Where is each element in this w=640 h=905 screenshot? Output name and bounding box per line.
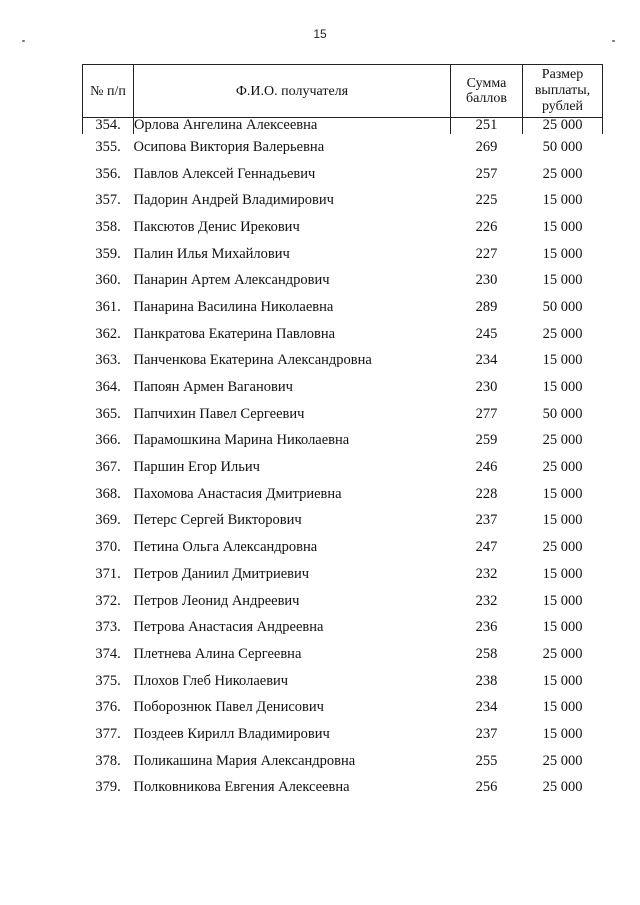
- row-number: 358.: [95, 218, 121, 235]
- row-number: 374.: [95, 645, 121, 662]
- payment-amount: 15 000: [542, 512, 583, 529]
- payment-amount: 15 000: [542, 592, 583, 609]
- row-number: 369.: [95, 512, 121, 529]
- payment-amount: 25 000: [542, 432, 583, 449]
- table-row: [83, 588, 603, 615]
- payment-amount: 15 000: [542, 672, 583, 689]
- table-body: [83, 118, 603, 802]
- score-total: 257: [475, 165, 498, 182]
- score-total: 251: [451, 118, 523, 135]
- table-row: [83, 294, 603, 321]
- table-row: [83, 161, 603, 188]
- row-number: 357.: [95, 192, 121, 209]
- table-row: [83, 428, 603, 455]
- recipient-name: Папоян Армен Ваганович: [133, 379, 293, 396]
- payment-amount: 15 000: [542, 699, 583, 716]
- payment-amount: 25 000: [542, 459, 583, 476]
- row-number: 360.: [95, 272, 121, 289]
- payment-amount: 25 000: [542, 325, 583, 342]
- recipient-name: Паксютов Денис Ирекович: [133, 218, 300, 235]
- table-row: [83, 241, 603, 268]
- row-number: 373.: [95, 619, 121, 636]
- score-total: 269: [475, 138, 498, 155]
- scan-speck: [22, 40, 25, 42]
- recipient-name: Парамошкина Марина Николаевна: [133, 432, 350, 449]
- table-row: [83, 641, 603, 668]
- recipient-name: Плетнева Алина Сергеевна: [133, 645, 302, 662]
- score-total: 234: [475, 699, 498, 716]
- table-row: [83, 481, 603, 508]
- row-number: 363.: [95, 352, 121, 369]
- row-number: 354.: [83, 118, 134, 135]
- table-row: [83, 374, 603, 401]
- recipient-name: Пахомова Анастасия Дмитриевна: [133, 485, 342, 502]
- row-number: 366.: [95, 432, 121, 449]
- score-total: 256: [475, 779, 498, 796]
- payment-amount: 15 000: [542, 272, 583, 289]
- score-total: 247: [475, 539, 498, 556]
- table-row: [83, 748, 603, 775]
- row-number: 356.: [95, 165, 121, 182]
- score-total: 238: [475, 672, 498, 689]
- payment-amount: 25 000: [542, 165, 583, 182]
- table-row: [83, 508, 603, 535]
- recipient-name: Поздеев Кирилл Владимирович: [133, 725, 330, 742]
- score-total: 228: [475, 485, 498, 502]
- table-header: [83, 65, 603, 118]
- row-number: 375.: [95, 672, 121, 689]
- score-total: 237: [475, 725, 498, 742]
- payment-amount: 15 000: [542, 485, 583, 502]
- row-number: 359.: [95, 245, 121, 262]
- recipient-name: Полковникова Евгения Алексеевна: [133, 779, 350, 796]
- score-total: 289: [475, 298, 498, 315]
- row-number: 379.: [95, 779, 121, 796]
- row-number: 367.: [95, 459, 121, 476]
- score-total: 230: [475, 272, 498, 289]
- recipient-name: Палин Илья Михайлович: [133, 245, 290, 262]
- table-row: [83, 721, 603, 748]
- payment-amount: 50 000: [542, 138, 583, 155]
- payment-amount: 50 000: [542, 298, 583, 315]
- header-number: № п/п: [83, 65, 134, 118]
- header-full-name: Ф.И.О. получателя: [134, 65, 451, 118]
- recipient-name: Петерс Сергей Викторович: [133, 512, 302, 529]
- payment-amount: 15 000: [542, 192, 583, 209]
- score-total: 236: [475, 619, 498, 636]
- recipient-name: Петров Даниил Дмитриевич: [133, 565, 310, 582]
- row-number: 364.: [95, 379, 121, 396]
- payment-amount: 15 000: [542, 218, 583, 235]
- score-total: 259: [475, 432, 498, 449]
- score-total: 246: [475, 459, 498, 476]
- recipient-name: Орлова Ангелина Алексеевна: [134, 118, 451, 135]
- payment-amount: 25 000: [542, 539, 583, 556]
- recipient-name: Поликашина Мария Александровна: [133, 752, 356, 769]
- recipient-name: Плохов Глеб Николаевич: [133, 672, 289, 689]
- table-row: [83, 775, 603, 802]
- payment-amount: 25 000: [523, 118, 603, 135]
- score-total: 227: [475, 245, 498, 262]
- recipient-name: Петрова Анастасия Андреевна: [133, 619, 324, 636]
- row-number: 368.: [95, 485, 121, 502]
- recipient-name: Панченкова Екатерина Александровна: [133, 352, 372, 369]
- payment-amount: 15 000: [542, 379, 583, 396]
- header-payment: Размер выплаты, рублей: [523, 65, 603, 118]
- table-row: [83, 614, 603, 641]
- scan-speck: [612, 40, 615, 42]
- score-total: 226: [475, 218, 498, 235]
- recipient-name: Поборознюк Павел Денисович: [133, 699, 324, 716]
- row-number: 372.: [95, 592, 121, 609]
- payment-amount: 15 000: [542, 725, 583, 742]
- table-row: [83, 454, 603, 481]
- recipient-name: Панкратова Екатерина Павловна: [133, 325, 336, 342]
- score-total: 245: [475, 325, 498, 342]
- table-row: [83, 187, 603, 214]
- header-score: Сумма баллов: [451, 65, 523, 118]
- payment-amount: 25 000: [542, 779, 583, 796]
- recipient-name: Падорин Андрей Владимирович: [133, 192, 334, 209]
- row-number: 371.: [95, 565, 121, 582]
- page-number: 15: [313, 27, 327, 41]
- payment-amount: 15 000: [542, 619, 583, 636]
- recipient-name: Панарин Артем Александрович: [133, 272, 330, 289]
- header-row: [83, 65, 603, 118]
- payment-amount: 25 000: [542, 752, 583, 769]
- score-total: 258: [475, 645, 498, 662]
- row-number: 361.: [95, 298, 121, 315]
- recipient-name: Паршин Егор Ильич: [133, 459, 260, 476]
- row-number: 376.: [95, 699, 121, 716]
- table-row: [83, 534, 603, 561]
- recipient-name: Панарина Василина Николаевна: [133, 298, 334, 315]
- table-row: [83, 267, 603, 294]
- score-total: 277: [475, 405, 498, 422]
- recipient-name: Папчихин Павел Сергеевич: [133, 405, 305, 422]
- row-number: 355.: [95, 138, 121, 155]
- row-number: 378.: [95, 752, 121, 769]
- recipients-table: [82, 64, 603, 801]
- score-total: 232: [475, 592, 498, 609]
- table-row: [83, 118, 603, 135]
- payment-amount: 25 000: [542, 645, 583, 662]
- payment-amount: 15 000: [542, 352, 583, 369]
- score-total: 255: [475, 752, 498, 769]
- score-total: 225: [475, 192, 498, 209]
- table-row: [83, 321, 603, 348]
- row-number: 365.: [95, 405, 121, 422]
- row-number: 377.: [95, 725, 121, 742]
- table-row: [83, 214, 603, 241]
- payment-amount: 15 000: [542, 245, 583, 262]
- table-row: [83, 694, 603, 721]
- payment-amount: 15 000: [542, 565, 583, 582]
- payment-amount: 50 000: [542, 405, 583, 422]
- score-total: 232: [475, 565, 498, 582]
- table-row: [83, 348, 603, 375]
- table-row: [83, 668, 603, 695]
- recipient-name: Петина Ольга Александровна: [133, 539, 318, 556]
- row-number: 370.: [95, 539, 121, 556]
- score-total: 230: [475, 379, 498, 396]
- recipient-name: Петров Леонид Андреевич: [133, 592, 300, 609]
- table-row: [83, 134, 603, 161]
- table-row: [83, 401, 603, 428]
- row-number: 362.: [95, 325, 121, 342]
- recipient-name: Павлов Алексей Геннадьевич: [133, 165, 316, 182]
- recipient-name: Осипова Виктория Валерьевна: [133, 138, 325, 155]
- score-total: 234: [475, 352, 498, 369]
- score-total: 237: [475, 512, 498, 529]
- table-row: [83, 561, 603, 588]
